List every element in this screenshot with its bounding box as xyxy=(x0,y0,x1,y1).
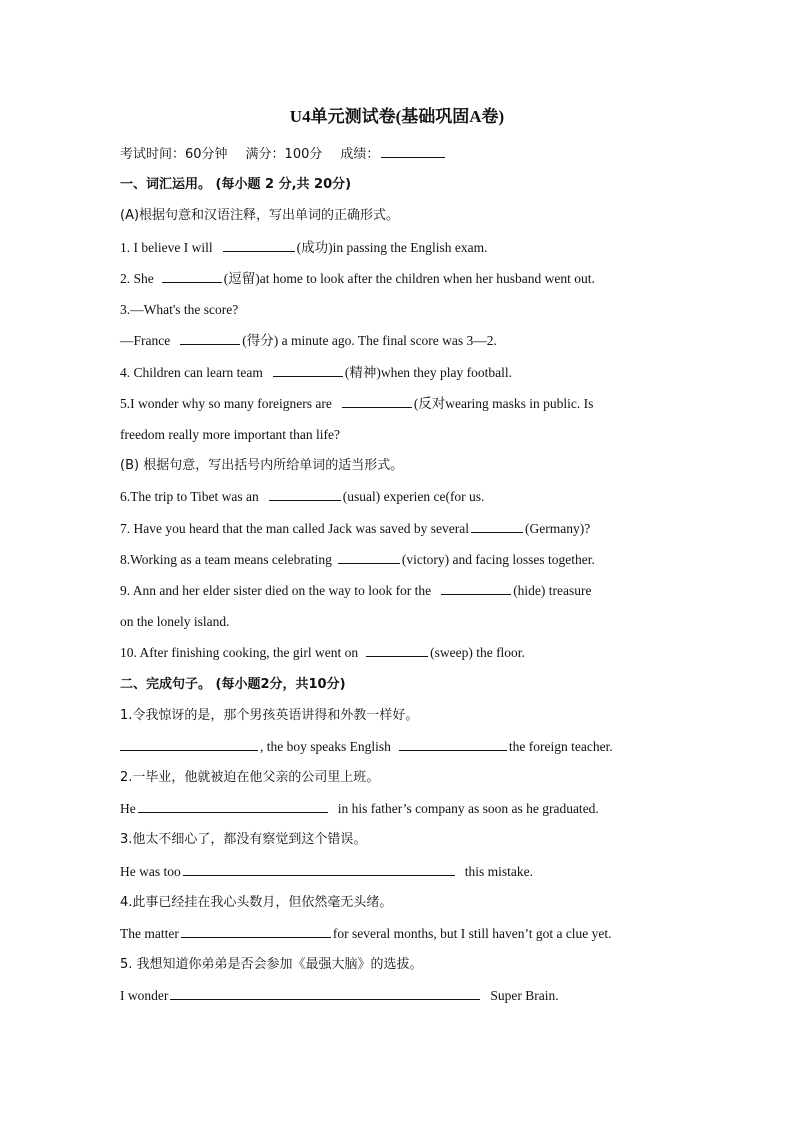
full-score: 满分：100分 xyxy=(245,147,323,162)
question-3: —France (得分) a minute ago. The final score was 3—2. xyxy=(120,330,680,352)
answer-blank-8[interactable] xyxy=(338,549,400,564)
page-title: U4单元测试卷(基础巩固A卷) xyxy=(289,107,505,126)
sentence-2-chinese: 2.一毕业，他就被迫在他父亲的公司里上班。 xyxy=(120,770,380,785)
section1-heading: 一、词汇运用。 (每小题 2 分,共 20分) xyxy=(120,177,352,192)
sentence-3-chinese: 3.他太不细心了，都没有察觉到这个错误。 xyxy=(120,832,367,847)
answer-blank-7[interactable] xyxy=(471,518,523,533)
partA-instruction: (A)根据句意和汉语注释，写出单词的正确形式。 xyxy=(120,208,400,223)
answer-blank-6[interactable] xyxy=(269,486,341,501)
answer-blank-4[interactable] xyxy=(273,362,343,377)
sentence-1-chinese: 1.令我惊讶的是，那个男孩英语讲得和外教一样好。 xyxy=(120,708,419,723)
answer-blank-10[interactable] xyxy=(366,642,428,657)
sentence-blank-1b[interactable] xyxy=(399,736,507,751)
sentence-blank-5[interactable] xyxy=(170,985,480,1000)
sentence-blank-2[interactable] xyxy=(138,798,328,813)
exam-info-line xyxy=(120,143,680,165)
question-5: 5.I wonder why so many foreigners are (反对wearing masks in public. Is xyxy=(120,393,680,415)
sentence-4-english: The matter for several months, but I still haven’t got a clue yet. xyxy=(120,923,680,945)
sentence-5-english: I wonder Super Brain. xyxy=(120,985,680,1007)
partB-instruction: (B) 根据句意，写出括号内所给单词的适当形式。 xyxy=(120,458,404,473)
section2-heading: 二、完成句子。 (每小题2分，共10分) xyxy=(120,677,346,692)
question-7: 7. Have you heard that the man called Jack was saved by several (Germany)? xyxy=(120,518,680,540)
sentence-1-english: , the boy speaks English the foreign teacher. xyxy=(120,736,680,758)
sentence-blank-3[interactable] xyxy=(183,861,455,876)
sentence-blank-1a[interactable] xyxy=(120,736,258,751)
answer-blank-5[interactable] xyxy=(342,393,412,408)
question-9-continued: on the lonely island. xyxy=(120,614,230,629)
sentence-3-english: He was too this mistake. xyxy=(120,861,680,883)
question-8: 8.Working as a team means celebrating (victory) and facing losses together. xyxy=(120,549,680,571)
sentence-2-english: He in his father’s company as soon as he graduated. xyxy=(120,798,680,820)
question-4: 4. Children can learn team (精神)when they play football. xyxy=(120,362,680,384)
question-9: 9. Ann and her elder sister died on the way to look for the (hide) treasure xyxy=(120,580,680,602)
answer-blank-2[interactable] xyxy=(162,268,222,283)
question-5-continued: freedom really more important than life? xyxy=(120,427,341,442)
answer-blank-1[interactable] xyxy=(223,237,295,252)
question-1: 1. I believe I will (成功)in passing the English exam. xyxy=(120,237,680,259)
sentence-blank-4[interactable] xyxy=(181,923,331,938)
question-6: 6.The trip to Tibet was an (usual) experien ce(for us. xyxy=(120,486,680,508)
sentence-5-chinese: 5. 我想知道你弟弟是否会参加《最强大脑》的选拔。 xyxy=(120,957,423,972)
question-3-prompt: 3.—What's the score? xyxy=(120,302,239,317)
question-10: 10. After finishing cooking, the girl went on (sweep) the floor. xyxy=(120,642,680,664)
grade-label: 成绩： xyxy=(340,147,380,162)
answer-blank-9[interactable] xyxy=(441,580,511,595)
sentence-4-chinese: 4.此事已经挂在我心头数月，但依然毫无头绪。 xyxy=(120,895,393,910)
exam-time: 考试时间：60分钟 xyxy=(120,147,228,162)
grade-blank[interactable] xyxy=(381,143,445,158)
question-2: 2. She (逗留)at home to look after the children when her husband went out. xyxy=(120,268,680,290)
answer-blank-3[interactable] xyxy=(180,330,240,345)
